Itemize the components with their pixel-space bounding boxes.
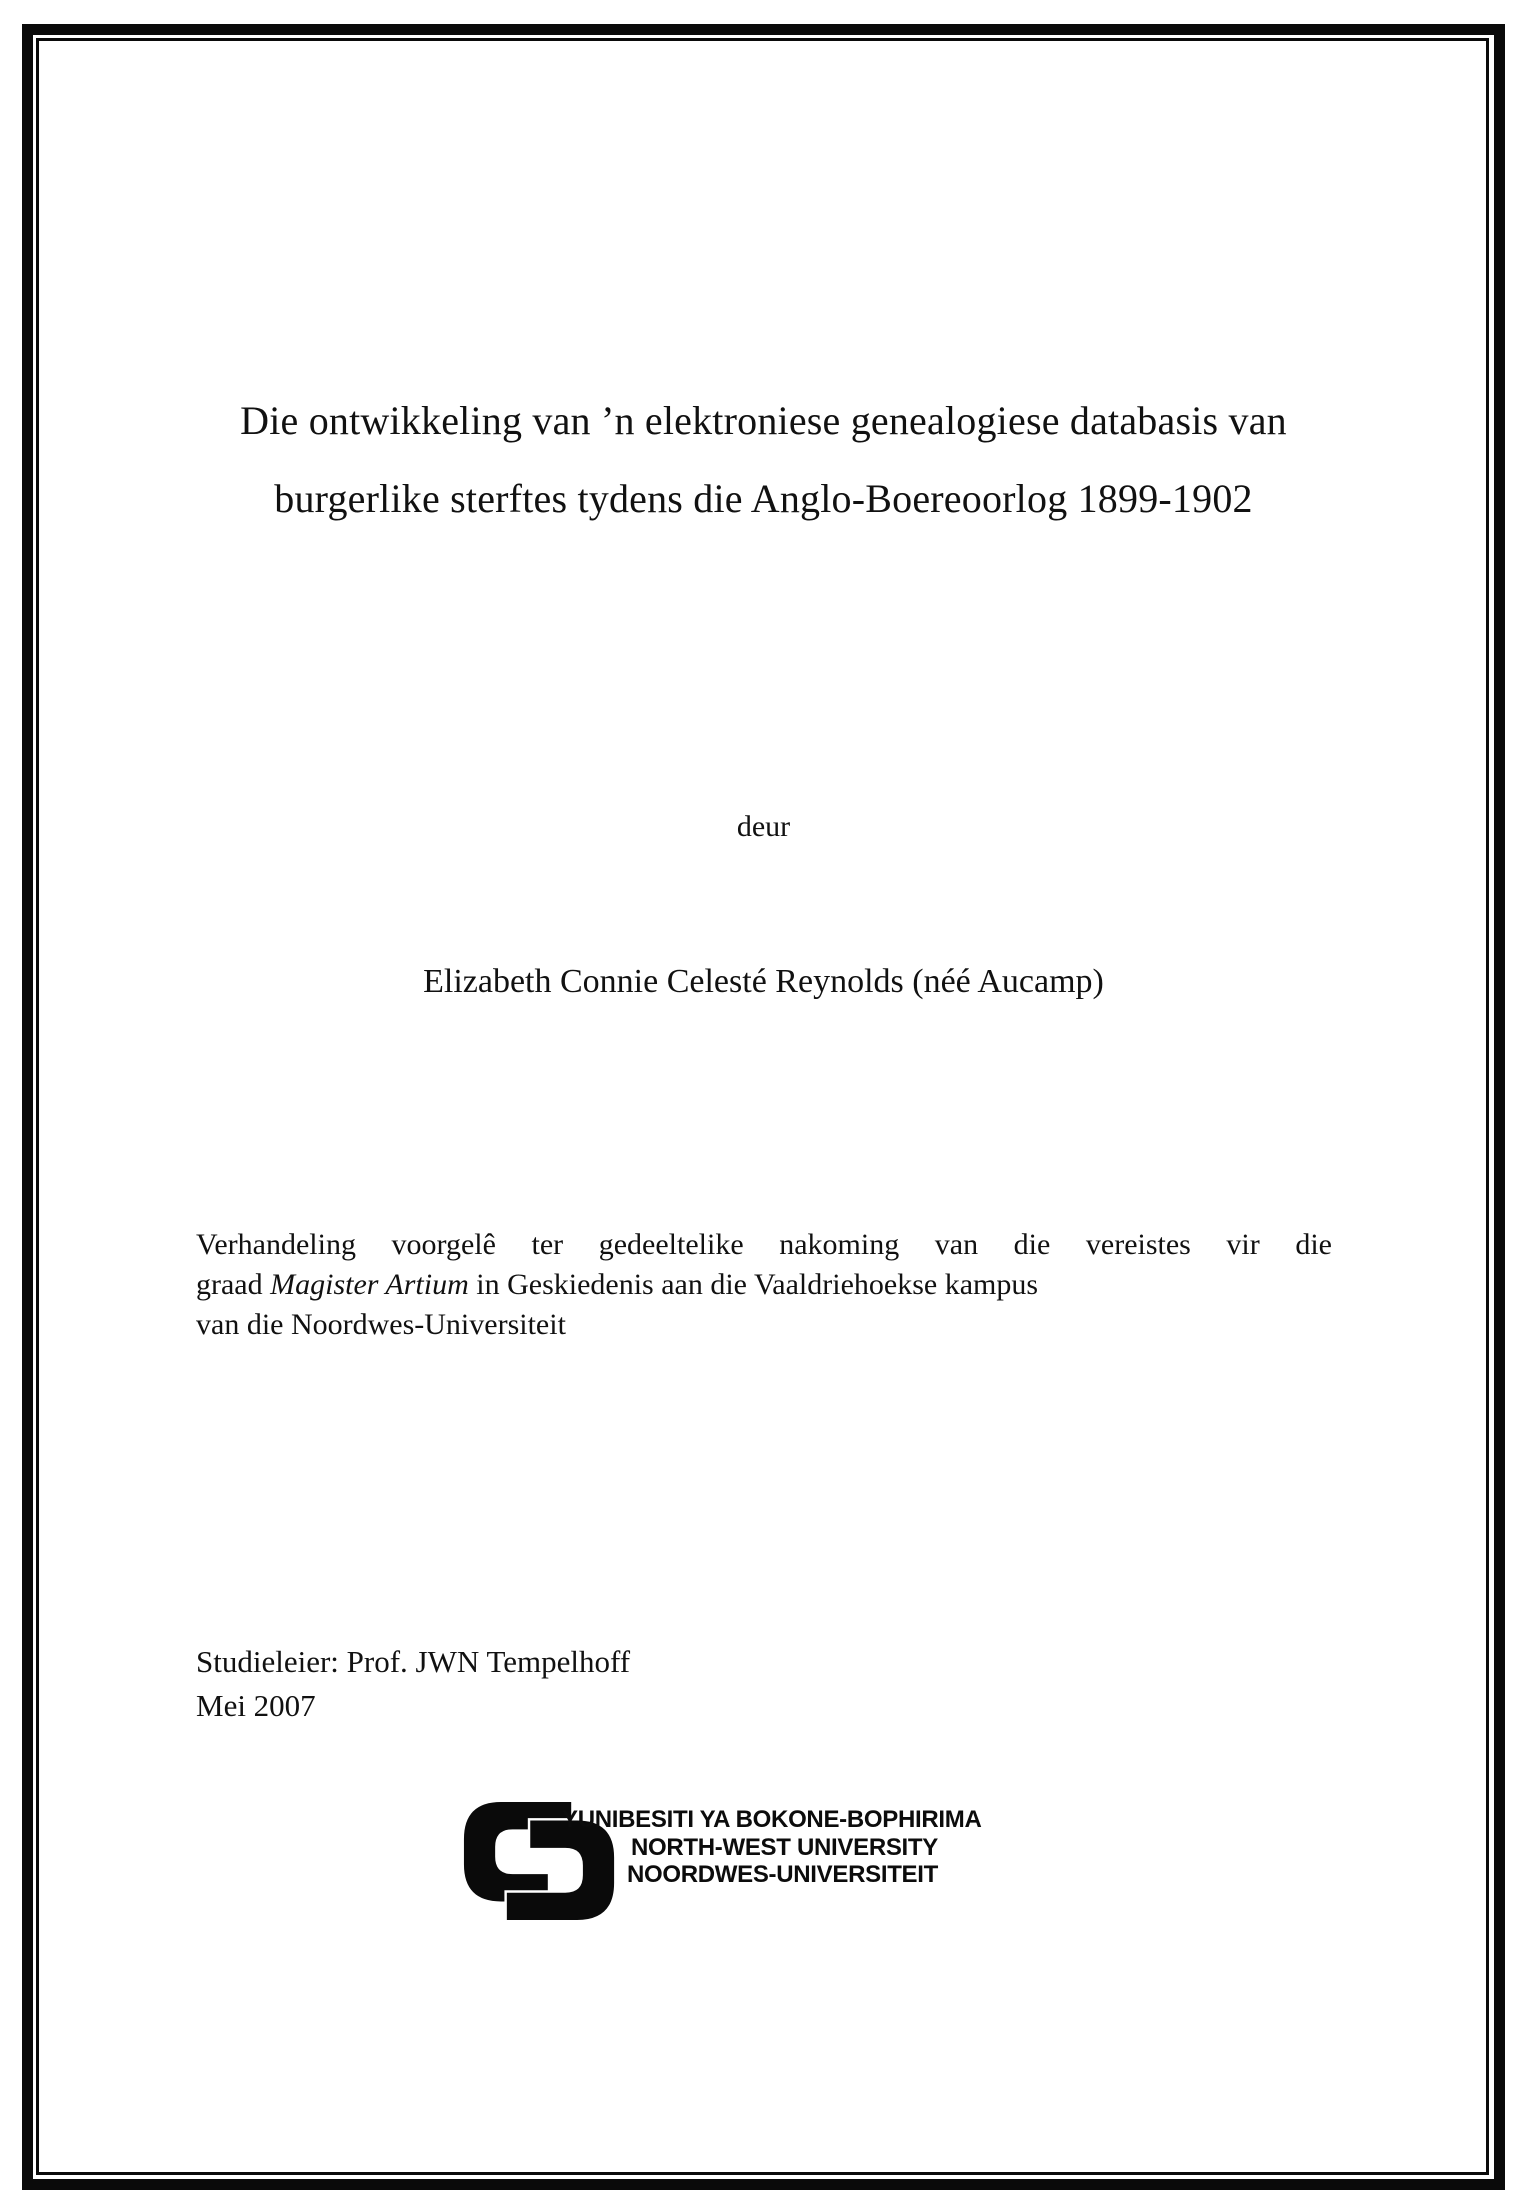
title-line-1: Die ontwikkeling van ’n elektroniese genealogiese databasis van [240, 398, 1287, 443]
supervisor-line: Studieleier: Prof. JWN Tempelhoff [196, 1644, 631, 1679]
degree-name: Magister Artium [270, 1268, 469, 1301]
university-logo [462, 1798, 1022, 1928]
logo-line-afrikaans: NOORDWES-UNIVERSITEIT [626, 1861, 938, 1888]
date-line: Mei 2007 [196, 1688, 316, 1723]
description-line-3: van die Noordwes-Universiteit [196, 1308, 566, 1341]
logo-wordmark [562, 1806, 982, 1889]
description-line-2-prefix: graad [196, 1268, 271, 1301]
description-line-2-suffix: in Geskiedenis aan die Vaaldriehoekse kampus [468, 1268, 1039, 1301]
supervisor-block [196, 1640, 630, 1728]
logo-line-setswana: YUNIBESITI YA BOKONE-BOPHIRIMA [562, 1806, 982, 1833]
byline: deur [736, 810, 791, 843]
description-line-2 [196, 1265, 1332, 1305]
author-name: Elizabeth Connie Celesté Reynolds (néé Aucamp) [423, 963, 1104, 1000]
title-line-2: burgerlike sterftes tydens die Anglo-Boereoorlog 1899-1902 [274, 476, 1253, 521]
thesis-title [110, 382, 1417, 538]
logo-line-english: NORTH-WEST UNIVERSITY [630, 1833, 938, 1861]
thesis-description [196, 1225, 1332, 1345]
description-line-1: Verhandeling voorgelê ter gedeeltelike nakoming van die vereistes vir die [196, 1228, 1332, 1261]
